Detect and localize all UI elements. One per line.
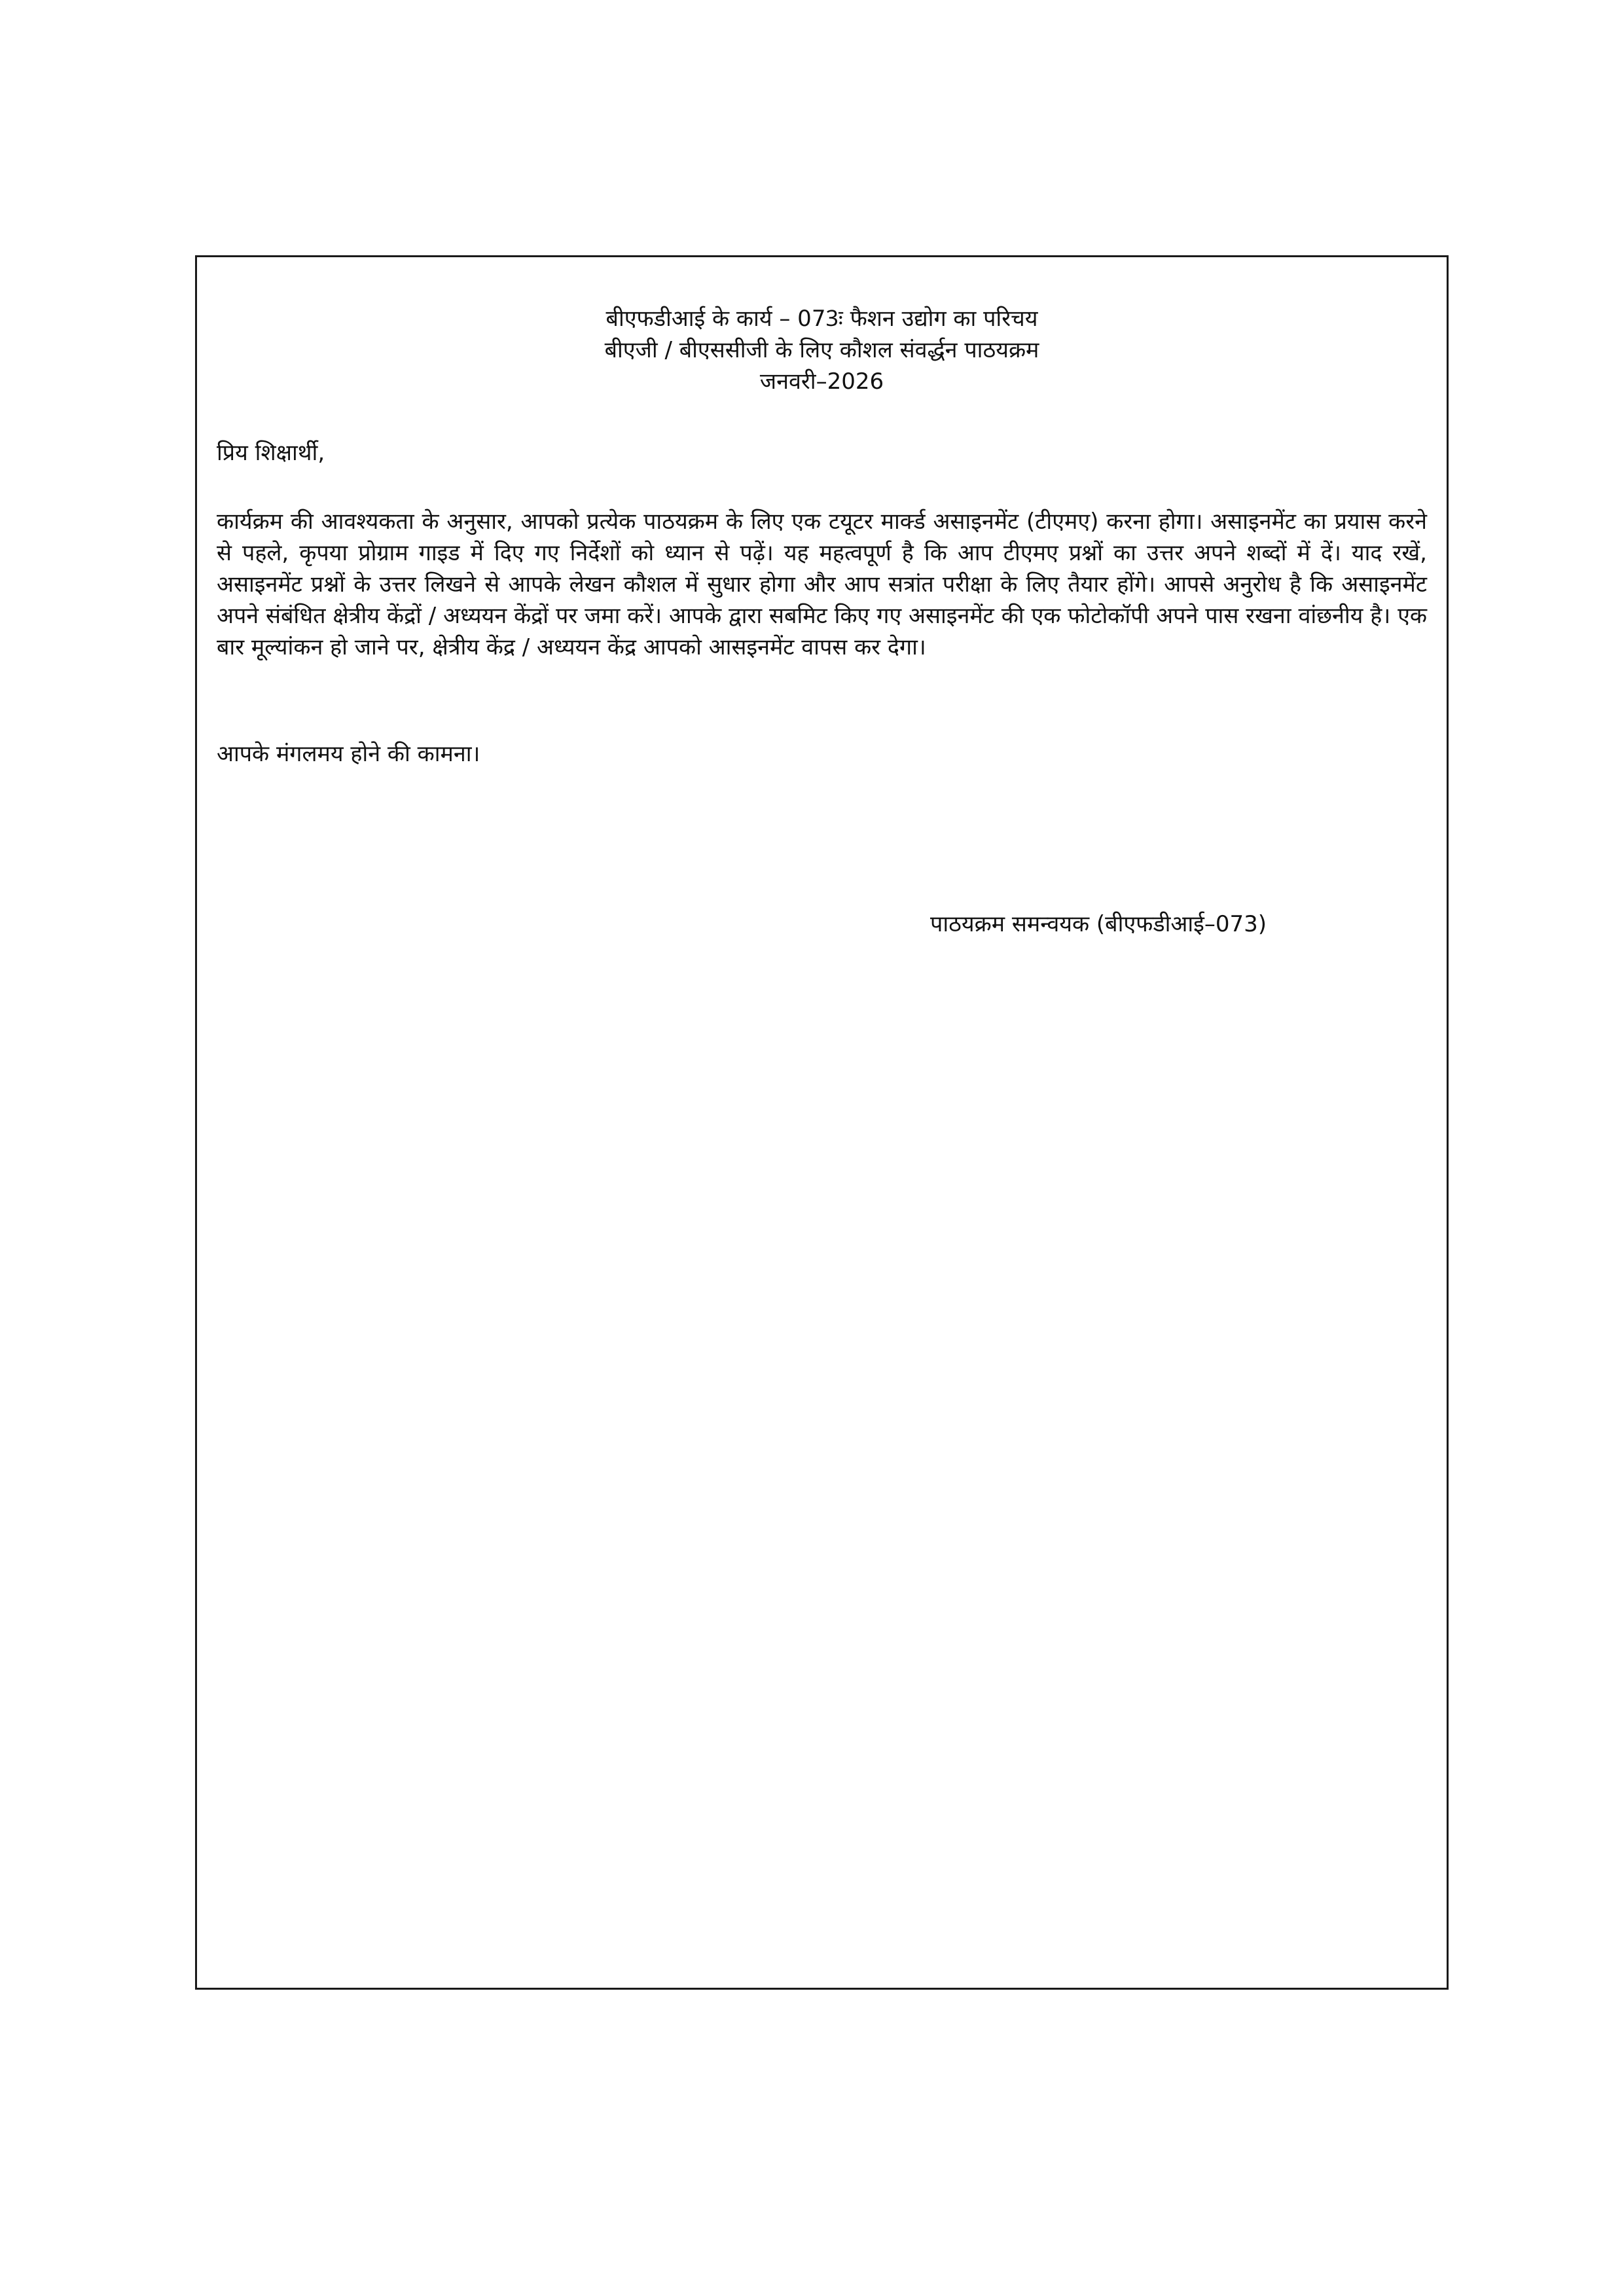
- salutation: प्रिय शिक्षार्थी,: [217, 440, 325, 466]
- instructions-paragraph: कार्यक्रम की आवश्यकता के अनुसार, आपको प्रत्येक पाठयक्रम के लिए एक टयूटर मार्क्ड असाइनमेंट (टीएमए) करना होगा। असाइनमेंट का प्रयास करने से पहले, कृपया प्रोग्राम गाइड में दिए गए निर्देशों को ध्यान से पढ़ें। यह महत्वपूर्ण है कि आप टीएमए प्रश्नों का उत्तर अपने शब्दों में दें। याद रखें, असाइनमेंट प्रश्नों के उत्तर लिखने से आपके लेखन कौशल में सुधार होगा और आप सत्रांत परीक्षा के लिए तैयार होंगे। आपसे अनुरोध है कि असाइनमेंट अपने संबंधित क्षेत्रीय केंद्रों / अध्ययन केंद्रों पर जमा करें। आपके द्वारा सबमिट किए गए असाइनमेंट की एक फोटोकॉपी अपने पास रखना वांछनीय है। एक बार मूल्यांकन हो जाने पर, क्षेत्रीय केंद्र / अध्ययन केंद्र आपको आसइनमेंट वापस कर देगा।: [217, 509, 1427, 660]
- document-border-frame: [195, 255, 1449, 1990]
- course-title: बीएफडीआई के कार्य – 073ः फैशन उद्योग का परिचय: [605, 306, 1038, 332]
- course-coordinator-signature: पाठयक्रम समन्वयक (बीएफडीआई–073): [930, 911, 1267, 937]
- closing-line: आपके मंगलमय होने की कामना।: [217, 741, 480, 767]
- session-date: जनवरी–2026: [759, 368, 884, 395]
- document-heading: [197, 303, 1447, 397]
- program-subtitle: बीएजी / बीएससीजी के लिए कौशल संवर्द्धन पाठयक्रम: [604, 337, 1039, 363]
